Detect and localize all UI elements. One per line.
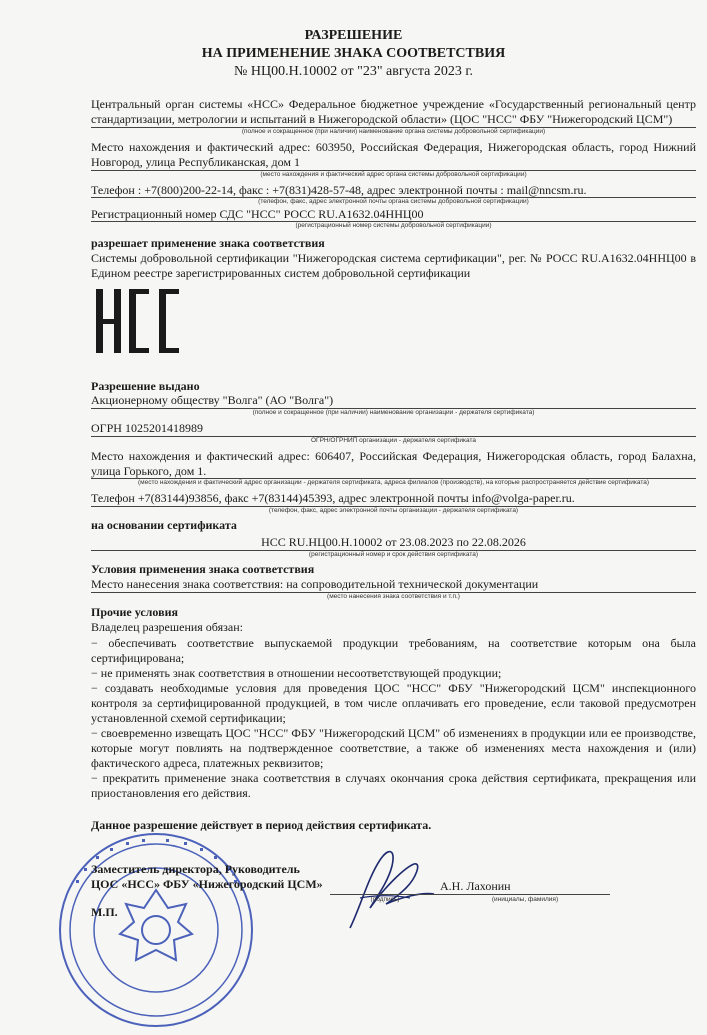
signer-name-line: [440, 894, 610, 895]
signer-title-line2: ЦОС «НСС» ФБУ «Нижегородский ЦСМ»: [91, 877, 323, 891]
organ-reg-caption: (регистрационный номер системы добровольной сертификации): [295, 222, 492, 229]
permission-text: Системы добровольной сертификации "Нижегородская система сертификации", рег. № РОСС RU.А1632.04ННЦ00 в Едином реестре зарегистрированных систем добровольной сертификации: [91, 251, 696, 280]
signature-line: [330, 894, 440, 895]
certificate-caption: (регистрационный номер и срок действия сертификата): [308, 551, 479, 558]
other-intro: Владелец разрешения обязан:: [91, 620, 243, 634]
nss-logo: [96, 289, 184, 353]
holder-address-caption: (место нахождения и фактический адрес организации - держателя сертификата, адреса филиалов (производств), на которые распространяется действие сертификата): [137, 479, 650, 486]
list-item: − своевременно извещать ЦОС "НСС" ФБУ "Нижегородский ЦСМ" об изменениях в продукции или ее производстве, которые могут повлиять на подтвержденное соответствие, а также об изменениях места нахождения и (или) фактического адреса, платежных реквизитов;: [91, 726, 696, 770]
conditions-place: Место нанесения знака соответствия: на сопроводительной технической документации: [91, 577, 539, 591]
list-item: − создавать необходимые условия для проведения ЦОС "НСС" ФБУ "Нижегородский ЦСМ" инспекционного контроля за сертифицированной продукцией, в том числе оплачивать его проведение, если таковой предусмотрен установленной схемой сертификации;: [91, 681, 696, 725]
holder-name: Акционерному обществу "Волга" (АО "Волга"): [91, 393, 334, 407]
holder-heading: Разрешение выдано: [91, 379, 200, 393]
permission-heading: разрешает применение знака соответствия: [91, 236, 325, 250]
doc-number: № НЦ00.Н.10002 от "23" августа 2023 г.: [234, 64, 473, 79]
doc-title-line2: НА ПРИМЕНЕНИЕ ЗНАКА СООТВЕТСТВИЯ: [201, 46, 506, 61]
certificate-number: НСС RU.НЦ00.Н.10002 от 23.08.2023 по 22.08.2026: [261, 535, 526, 549]
holder-ogrn-caption: ОГРН/ОГРНИП организации - держателя сертификата: [311, 437, 476, 444]
doc-title-line1: РАЗРЕШЕНИЕ: [304, 28, 403, 43]
organ-contacts: Телефон : +7(800)200-22-14, факс : +7(831)428-57-48, адрес электронной почты : mail@nncsm.ru.: [91, 183, 587, 197]
stamp-place-label: М.П.: [91, 905, 118, 919]
holder-name-caption: (полное и сокращенное (при наличии) наименование организации - держателя сертификата): [252, 409, 535, 416]
holder-ogrn: ОГРН 1025201418989: [91, 421, 203, 435]
nss-logo-icon: [96, 289, 184, 353]
organ-address-caption: (место нахождения и фактический адрес органа системы добровольной сертификации): [260, 171, 527, 178]
organ-name-caption: (полное и сокращенное (при наличии) наименование органа системы добровольной сертификации): [241, 128, 546, 135]
obligations-list: [91, 636, 696, 801]
list-item: − не применять знак соответствия в отношении несоответствующей продукции;: [91, 666, 502, 680]
signer-title-line1: Заместитель директора, Руководитель: [91, 862, 300, 876]
list-item: − обеспечивать соответствие выпускаемой продукции требованиям, на соответствие которым она была сертифицирована;: [91, 636, 696, 665]
other-heading: Прочие условия: [91, 605, 178, 619]
signature-icon: [330, 838, 440, 938]
signer-name-caption: (инициалы, фамилия): [491, 896, 559, 903]
organ-name: Центральный орган системы «НСС» Федеральное бюджетное учреждение «Государственный региональный центр стандартизации, метрологии и испытаний в Нижегородской области» (ЦОС "НСС" ФБУ "Нижегородский ЦСМ"): [91, 97, 696, 126]
organ-reg-number: Регистрационный номер СДС "НСС" РОСС RU.А1632.04ННЦ00: [91, 207, 424, 221]
stamp-icon: [56, 830, 256, 1030]
conditions-place-caption: (место нанесения знака соответствия и т.п.): [327, 593, 460, 600]
holder-contacts-caption: (телефон, факс, адрес электронной почты организации - держателя сертификата): [268, 507, 519, 514]
validity-note: Данное разрешение действует в период действия сертификата.: [91, 818, 432, 832]
signature-caption: (подпись): [370, 896, 400, 903]
conditions-heading: Условия применения знака соответствия: [91, 562, 315, 576]
signer-name: А.Н. Лахонин: [440, 879, 511, 893]
basis-heading: на основании сертификата: [91, 518, 237, 532]
holder-address: Место нахождения и фактический адрес: 606407, Российская Федерация, Нижегородская область, город Балахна, улица Горького, дом 1.: [91, 449, 696, 478]
organ-contacts-caption: (телефон, факс, адрес электронной почты органа системы добровольной сертификации): [258, 198, 529, 205]
holder-contacts: Телефон +7(83144)93856, факс +7(83144)45393, адрес электронной почты info@volga-paper.ru.: [91, 491, 575, 505]
signature: [330, 838, 440, 938]
list-item: − прекратить применение знака соответствия в случаях окончания срока действия сертификата, прекращения или приостановления его действия.: [91, 771, 696, 800]
organ-address: Место нахождения и фактический адрес: 603950, Российская Федерация, Нижегородская область, город Нижний Новгород, улица Республиканская, дом 1: [91, 140, 696, 169]
official-stamp: [56, 830, 256, 1000]
